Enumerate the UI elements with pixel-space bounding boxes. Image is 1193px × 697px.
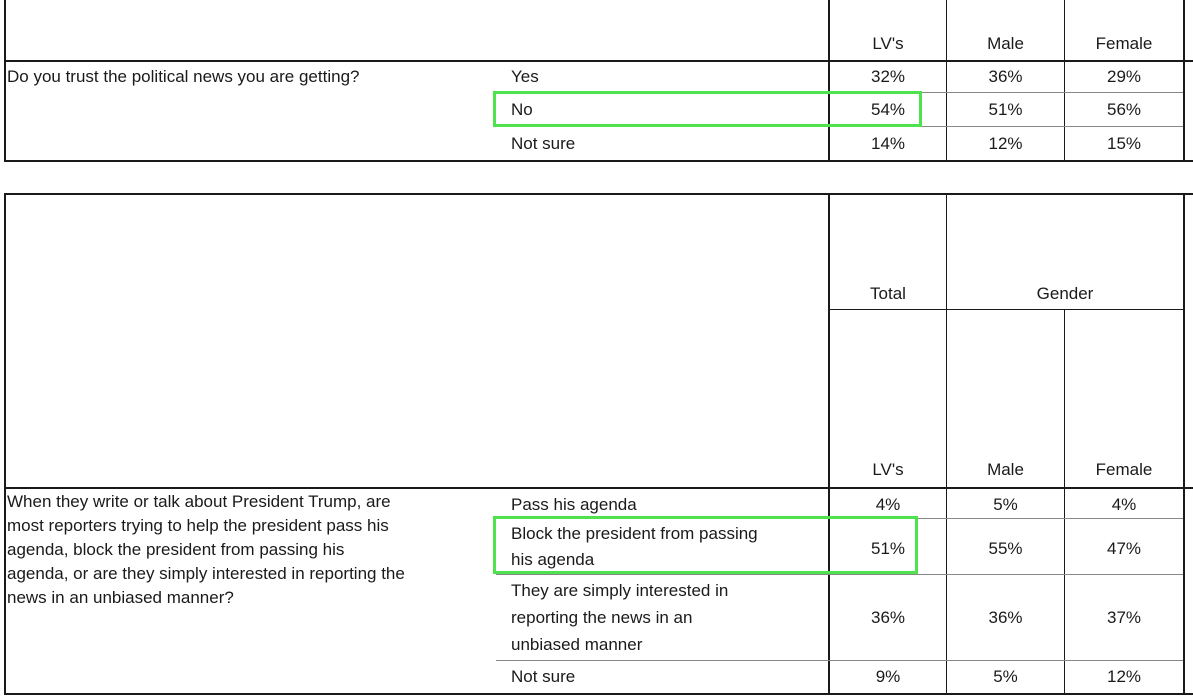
table2-value-cell: 51%: [870, 539, 906, 558]
table1-answer-not-sure: Not sure: [511, 134, 576, 153]
table2-value-cell: 4%: [1111, 495, 1137, 514]
highlight-box: [493, 516, 918, 574]
table2-header-divider: [4, 487, 1193, 489]
table2-header-gender: Gender: [1036, 284, 1094, 303]
table2-value-cell: 5%: [993, 495, 1018, 514]
table1-value-cell: 56%: [1106, 100, 1142, 119]
table2-answer-not-sure: Not sure: [511, 667, 576, 686]
table1-bottom-border: [4, 160, 1193, 162]
table2-right-border: [1183, 193, 1185, 695]
table2-question-line: most reporters trying to help the president pass his: [7, 516, 389, 535]
table1-header-male: Male: [987, 34, 1024, 53]
table2-header-lvs: LV's: [872, 460, 904, 479]
table1-right-border: [1183, 0, 1185, 162]
table2-value-cell: 12%: [1106, 667, 1142, 686]
table2-group-header-divider: [828, 309, 1183, 310]
table2-value-cell: 36%: [988, 608, 1023, 627]
table1-value-cell: 15%: [1106, 134, 1142, 153]
table2-left-border: [4, 193, 6, 695]
table2-answer-block-line: his agenda: [511, 550, 595, 569]
table2-row-divider: [496, 660, 1183, 661]
table2-header-male: Male: [987, 460, 1024, 479]
table2-value-cell: 4%: [875, 495, 901, 514]
table1-header-divider: [4, 60, 1193, 62]
table1-value-cell: 54%: [870, 100, 906, 119]
table2-answer-unbiased-line: They are simply interested in: [511, 581, 729, 600]
table2-value-cell: 36%: [870, 608, 906, 627]
table2-question-line: agenda, or are they simply interested in reporting the: [7, 564, 405, 583]
table2-question-line: news in an unbiased manner?: [7, 588, 234, 607]
table1-value-cell: 36%: [988, 67, 1023, 86]
table2-answer-unbiased-line: reporting the news in an: [511, 608, 693, 627]
table2-header-total: Total: [870, 284, 906, 303]
table2-value-cell: 47%: [1106, 539, 1142, 558]
table1-value-cell: 14%: [870, 134, 906, 153]
table1-value-cell: 29%: [1106, 67, 1142, 86]
table2-value-cell: 55%: [988, 539, 1023, 558]
table2-top-border: [4, 193, 1193, 195]
table2-bottom-border: [4, 693, 1193, 695]
table1-value-cell: 51%: [988, 100, 1023, 119]
table1-answer-no: No: [511, 100, 533, 119]
table2-answer-block-line: Block the president from passing: [511, 524, 758, 543]
table2-question-line: When they write or talk about President Trump, are: [7, 492, 391, 511]
table1-question: Do you trust the political news you are getting?: [7, 67, 360, 86]
table1-header-lvs: LV's: [872, 34, 904, 53]
table1-answer-yes: Yes: [511, 67, 539, 86]
table2-value-cell: 5%: [993, 667, 1018, 686]
table1-value-cell: 32%: [870, 67, 906, 86]
table1-left-border: [4, 0, 6, 162]
table2-value-cell: 9%: [875, 667, 901, 686]
highlight-box: [493, 91, 922, 127]
table2-header-female: Female: [1095, 460, 1153, 479]
table1-header-female: Female: [1095, 34, 1153, 53]
table2-row-divider: [496, 574, 1183, 575]
table2-question-line: agenda, block the president from passing his: [7, 540, 345, 559]
table2-answer-unbiased-line: unbiased manner: [511, 635, 643, 654]
table2-value-cell: 37%: [1106, 608, 1142, 627]
table1-value-cell: 12%: [988, 134, 1023, 153]
table2-answer-pass: Pass his agenda: [511, 495, 637, 514]
